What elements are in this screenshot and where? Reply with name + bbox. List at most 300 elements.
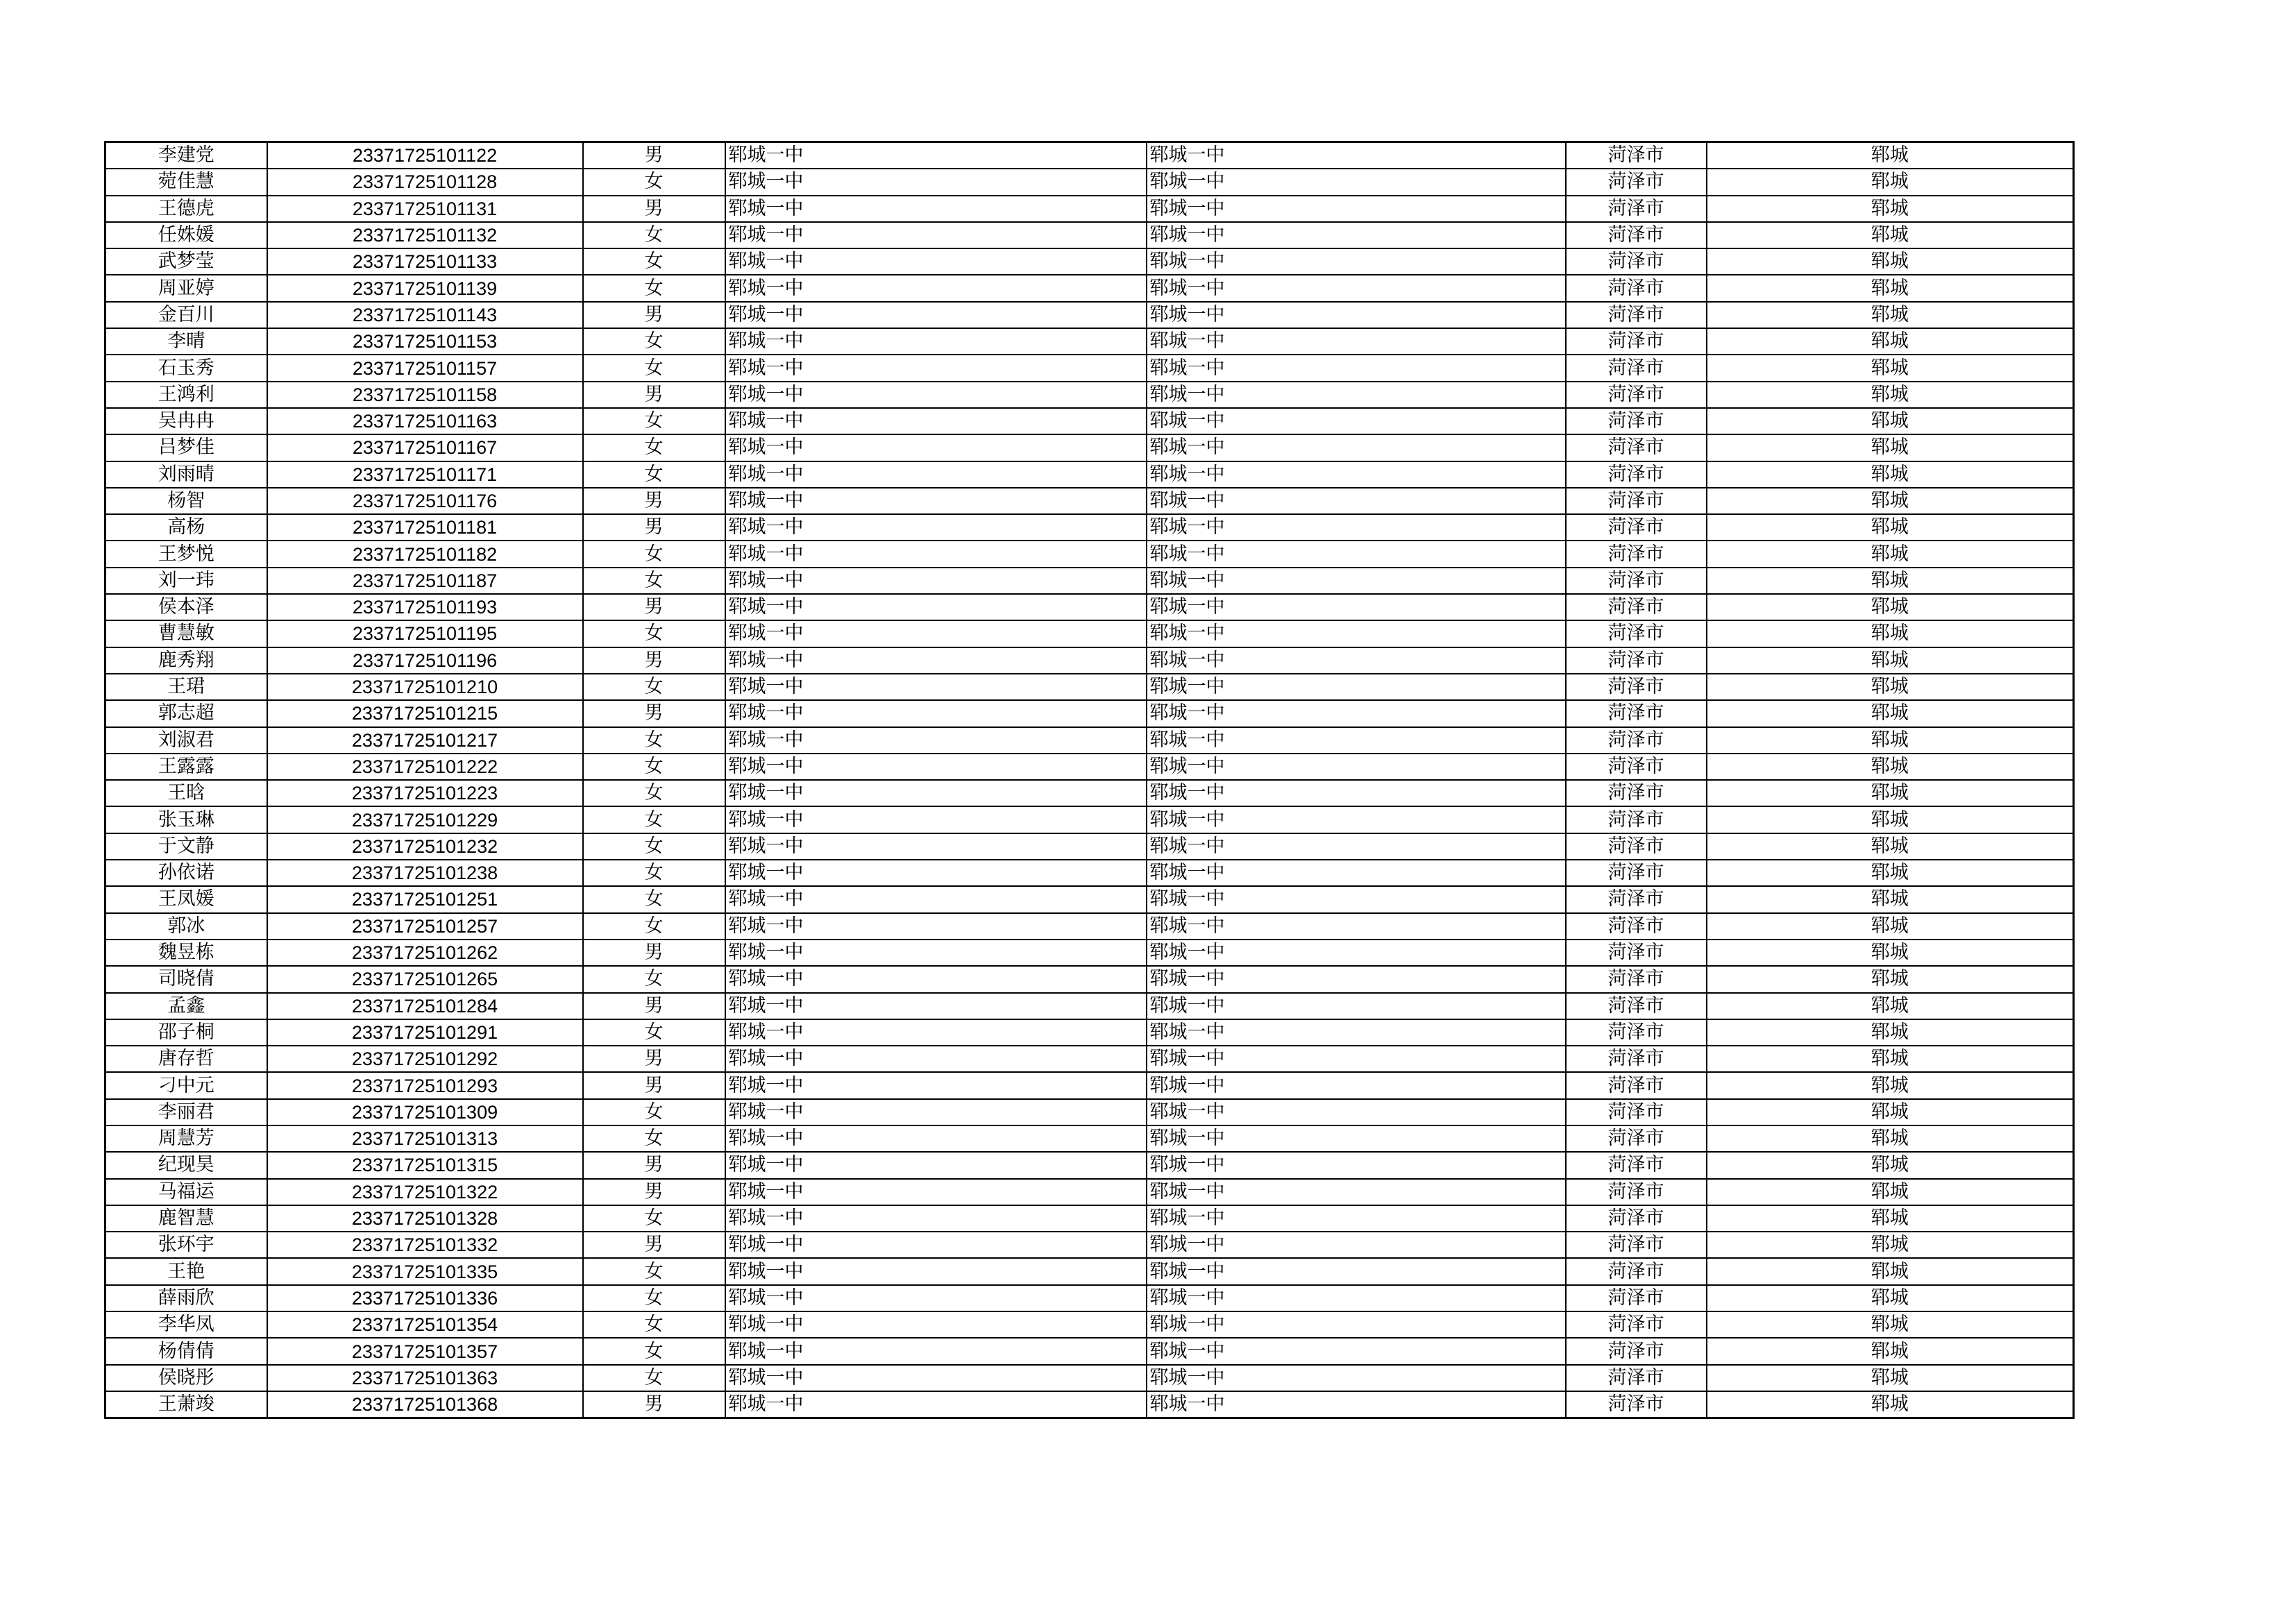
city-cell: 菏泽市 [1566,940,1707,966]
city-cell: 菏泽市 [1566,1311,1707,1338]
table-row [105,1019,2074,1046]
exam-number-cell: 23371725101217 [267,727,583,754]
gender-cell: 女 [583,1099,725,1125]
exam-site-cell: 郓城一中 [1147,594,1566,620]
table-row [105,1205,2074,1232]
exam-site-cell: 郓城一中 [1147,355,1566,381]
county-cell: 郓城 [1707,1285,2074,1311]
county-cell: 郓城 [1707,1391,2074,1418]
student-name-cell: 李晴 [105,328,267,355]
school-cell: 郓城一中 [725,700,1147,726]
exam-site-cell: 郓城一中 [1147,754,1566,780]
school-cell: 郓城一中 [725,913,1147,940]
county-cell: 郓城 [1707,488,2074,514]
county-cell: 郓城 [1707,1179,2074,1205]
student-name-cell: 王露露 [105,754,267,780]
exam-number-cell: 23371725101262 [267,940,583,966]
school-cell: 郓城一中 [725,568,1147,594]
exam-number-cell: 23371725101328 [267,1205,583,1232]
table-row [105,382,2074,408]
table-row [105,780,2074,806]
school-cell: 郓城一中 [725,1179,1147,1205]
table-row [105,142,2074,169]
gender-cell: 男 [583,993,725,1019]
school-cell: 郓城一中 [725,1046,1147,1072]
table-row [105,275,2074,301]
school-cell: 郓城一中 [725,780,1147,806]
school-cell: 郓城一中 [725,488,1147,514]
table-row [105,169,2074,195]
school-cell: 郓城一中 [725,196,1147,222]
exam-site-cell: 郓城一中 [1147,1258,1566,1284]
exam-number-cell: 23371725101187 [267,568,583,594]
student-name-cell: 鹿秀翔 [105,647,267,674]
table-row [105,833,2074,860]
exam-number-cell: 23371725101223 [267,780,583,806]
student-name-cell: 郭志超 [105,700,267,726]
gender-cell: 女 [583,541,725,567]
exam-number-cell: 23371725101193 [267,594,583,620]
exam-number-cell: 23371725101182 [267,541,583,567]
exam-site-cell: 郓城一中 [1147,1232,1566,1258]
student-name-cell: 李丽君 [105,1099,267,1125]
exam-number-cell: 23371725101291 [267,1019,583,1046]
city-cell: 菏泽市 [1566,1099,1707,1125]
exam-site-cell: 郓城一中 [1147,1179,1566,1205]
exam-number-cell: 23371725101293 [267,1072,583,1098]
city-cell: 菏泽市 [1566,1072,1707,1098]
student-name-cell: 魏昱栋 [105,940,267,966]
student-name-cell: 杨智 [105,488,267,514]
gender-cell: 男 [583,302,725,328]
roster-table [104,141,2075,1419]
school-cell: 郓城一中 [725,1285,1147,1311]
school-cell: 郓城一中 [725,382,1147,408]
city-cell: 菏泽市 [1566,966,1707,992]
table-row [105,620,2074,647]
gender-cell: 男 [583,1046,725,1072]
county-cell: 郓城 [1707,514,2074,541]
table-row [105,1125,2074,1152]
gender-cell: 男 [583,647,725,674]
city-cell: 菏泽市 [1566,1258,1707,1284]
county-cell: 郓城 [1707,620,2074,647]
student-name-cell: 王德虎 [105,196,267,222]
student-name-cell: 刘一玮 [105,568,267,594]
exam-number-cell: 23371725101257 [267,913,583,940]
county-cell: 郓城 [1707,196,2074,222]
gender-cell: 男 [583,594,725,620]
school-cell: 郓城一中 [725,1258,1147,1284]
gender-cell: 男 [583,382,725,408]
student-name-cell: 薛雨欣 [105,1285,267,1311]
county-cell: 郓城 [1707,806,2074,833]
exam-site-cell: 郓城一中 [1147,275,1566,301]
roster-body [105,142,2074,1418]
exam-site-cell: 郓城一中 [1147,674,1566,700]
exam-site-cell: 郓城一中 [1147,196,1566,222]
table-row [105,940,2074,966]
exam-site-cell: 郓城一中 [1147,647,1566,674]
city-cell: 菏泽市 [1566,568,1707,594]
exam-number-cell: 23371725101122 [267,142,583,169]
table-row [105,1046,2074,1072]
exam-site-cell: 郓城一中 [1147,514,1566,541]
county-cell: 郓城 [1707,568,2074,594]
exam-site-cell: 郓城一中 [1147,886,1566,912]
exam-site-cell: 郓城一中 [1147,248,1566,275]
county-cell: 郓城 [1707,727,2074,754]
student-name-cell: 周慧芳 [105,1125,267,1152]
table-row [105,1391,2074,1418]
table-row [105,568,2074,594]
county-cell: 郓城 [1707,860,2074,886]
school-cell: 郓城一中 [725,142,1147,169]
student-name-cell: 孟鑫 [105,993,267,1019]
gender-cell: 男 [583,1391,725,1418]
gender-cell: 男 [583,1179,725,1205]
exam-number-cell: 23371725101158 [267,382,583,408]
table-row [105,886,2074,912]
county-cell: 郓城 [1707,1258,2074,1284]
exam-number-cell: 23371725101181 [267,514,583,541]
exam-site-cell: 郓城一中 [1147,408,1566,434]
table-row [105,647,2074,674]
city-cell: 菏泽市 [1566,780,1707,806]
city-cell: 菏泽市 [1566,196,1707,222]
exam-number-cell: 23371725101131 [267,196,583,222]
student-name-cell: 金百川 [105,302,267,328]
student-name-cell: 邵子桐 [105,1019,267,1046]
student-name-cell: 武梦莹 [105,248,267,275]
city-cell: 菏泽市 [1566,1046,1707,1072]
school-cell: 郓城一中 [725,1338,1147,1364]
city-cell: 菏泽市 [1566,1338,1707,1364]
gender-cell: 女 [583,461,725,488]
student-name-cell: 王晗 [105,780,267,806]
student-name-cell: 郭冰 [105,913,267,940]
gender-cell: 男 [583,514,725,541]
student-name-cell: 司晓倩 [105,966,267,992]
student-name-cell: 孙依诺 [105,860,267,886]
student-name-cell: 吴冉冉 [105,408,267,434]
county-cell: 郓城 [1707,169,2074,195]
exam-site-cell: 郓城一中 [1147,434,1566,461]
gender-cell: 女 [583,355,725,381]
student-name-cell: 于文静 [105,833,267,860]
county-cell: 郓城 [1707,700,2074,726]
exam-site-cell: 郓城一中 [1147,222,1566,248]
exam-site-cell: 郓城一中 [1147,913,1566,940]
city-cell: 菏泽市 [1566,488,1707,514]
gender-cell: 女 [583,1205,725,1232]
student-name-cell: 王珺 [105,674,267,700]
school-cell: 郓城一中 [725,355,1147,381]
school-cell: 郓城一中 [725,674,1147,700]
county-cell: 郓城 [1707,1072,2074,1098]
exam-site-cell: 郓城一中 [1147,142,1566,169]
exam-number-cell: 23371725101357 [267,1338,583,1364]
gender-cell: 女 [583,1338,725,1364]
table-row [105,408,2074,434]
exam-site-cell: 郓城一中 [1147,780,1566,806]
county-cell: 郓城 [1707,780,2074,806]
gender-cell: 女 [583,1125,725,1152]
exam-site-cell: 郓城一中 [1147,1365,1566,1391]
exam-number-cell: 23371725101315 [267,1152,583,1178]
table-row [105,355,2074,381]
exam-number-cell: 23371725101363 [267,1365,583,1391]
county-cell: 郓城 [1707,833,2074,860]
city-cell: 菏泽市 [1566,328,1707,355]
student-name-cell: 侯本泽 [105,594,267,620]
exam-number-cell: 23371725101229 [267,806,583,833]
school-cell: 郓城一中 [725,886,1147,912]
table-row [105,248,2074,275]
exam-number-cell: 23371725101196 [267,647,583,674]
school-cell: 郓城一中 [725,806,1147,833]
gender-cell: 男 [583,196,725,222]
county-cell: 郓城 [1707,993,2074,1019]
school-cell: 郓城一中 [725,1099,1147,1125]
gender-cell: 女 [583,913,725,940]
student-name-cell: 李建党 [105,142,267,169]
gender-cell: 女 [583,408,725,434]
gender-cell: 男 [583,1072,725,1098]
school-cell: 郓城一中 [725,248,1147,275]
gender-cell: 男 [583,940,725,966]
student-name-cell: 刘淑君 [105,727,267,754]
student-name-cell: 任姝媛 [105,222,267,248]
school-cell: 郓城一中 [725,966,1147,992]
gender-cell: 女 [583,966,725,992]
table-row [105,1365,2074,1391]
exam-site-cell: 郓城一中 [1147,1152,1566,1178]
exam-site-cell: 郓城一中 [1147,382,1566,408]
school-cell: 郓城一中 [725,727,1147,754]
gender-cell: 女 [583,169,725,195]
exam-number-cell: 23371725101313 [267,1125,583,1152]
gender-cell: 女 [583,780,725,806]
exam-site-cell: 郓城一中 [1147,1099,1566,1125]
school-cell: 郓城一中 [725,620,1147,647]
student-name-cell: 王鸿利 [105,382,267,408]
table-row [105,514,2074,541]
exam-number-cell: 23371725101238 [267,860,583,886]
school-cell: 郓城一中 [725,833,1147,860]
table-row [105,434,2074,461]
city-cell: 菏泽市 [1566,700,1707,726]
exam-site-cell: 郓城一中 [1147,806,1566,833]
county-cell: 郓城 [1707,275,2074,301]
gender-cell: 女 [583,248,725,275]
county-cell: 郓城 [1707,355,2074,381]
table-row [105,1285,2074,1311]
school-cell: 郓城一中 [725,1125,1147,1152]
table-row [105,1232,2074,1258]
school-cell: 郓城一中 [725,275,1147,301]
school-cell: 郓城一中 [725,1205,1147,1232]
exam-number-cell: 23371725101167 [267,434,583,461]
gender-cell: 男 [583,700,725,726]
school-cell: 郓城一中 [725,541,1147,567]
table-row [105,966,2074,992]
gender-cell: 女 [583,886,725,912]
exam-site-cell: 郓城一中 [1147,966,1566,992]
exam-site-cell: 郓城一中 [1147,488,1566,514]
exam-number-cell: 23371725101215 [267,700,583,726]
student-name-cell: 张环宇 [105,1232,267,1258]
school-cell: 郓城一中 [725,860,1147,886]
city-cell: 菏泽市 [1566,1179,1707,1205]
student-name-cell: 王萧竣 [105,1391,267,1418]
exam-number-cell: 23371725101222 [267,754,583,780]
gender-cell: 女 [583,860,725,886]
exam-site-cell: 郓城一中 [1147,620,1566,647]
school-cell: 郓城一中 [725,1391,1147,1418]
gender-cell: 女 [583,568,725,594]
county-cell: 郓城 [1707,248,2074,275]
exam-site-cell: 郓城一中 [1147,1391,1566,1418]
county-cell: 郓城 [1707,1152,2074,1178]
exam-site-cell: 郓城一中 [1147,1072,1566,1098]
exam-site-cell: 郓城一中 [1147,461,1566,488]
table-row [105,860,2074,886]
school-cell: 郓城一中 [725,594,1147,620]
county-cell: 郓城 [1707,1099,2074,1125]
city-cell: 菏泽市 [1566,886,1707,912]
county-cell: 郓城 [1707,647,2074,674]
exam-number-cell: 23371725101163 [267,408,583,434]
city-cell: 菏泽市 [1566,461,1707,488]
gender-cell: 女 [583,806,725,833]
city-cell: 菏泽市 [1566,1125,1707,1152]
school-cell: 郓城一中 [725,408,1147,434]
gender-cell: 女 [583,275,725,301]
exam-number-cell: 23371725101143 [267,302,583,328]
city-cell: 菏泽市 [1566,222,1707,248]
exam-number-cell: 23371725101354 [267,1311,583,1338]
exam-number-cell: 23371725101157 [267,355,583,381]
exam-number-cell: 23371725101284 [267,993,583,1019]
exam-site-cell: 郓城一中 [1147,541,1566,567]
county-cell: 郓城 [1707,594,2074,620]
city-cell: 菏泽市 [1566,993,1707,1019]
table-row [105,674,2074,700]
city-cell: 菏泽市 [1566,674,1707,700]
table-row [105,488,2074,514]
city-cell: 菏泽市 [1566,806,1707,833]
city-cell: 菏泽市 [1566,355,1707,381]
exam-number-cell: 23371725101176 [267,488,583,514]
exam-number-cell: 23371725101232 [267,833,583,860]
student-name-cell: 张玉琳 [105,806,267,833]
table-row [105,913,2074,940]
gender-cell: 女 [583,833,725,860]
gender-cell: 女 [583,434,725,461]
school-cell: 郓城一中 [725,434,1147,461]
exam-site-cell: 郓城一中 [1147,169,1566,195]
student-name-cell: 杨倩倩 [105,1338,267,1364]
student-name-cell: 李华凤 [105,1311,267,1338]
county-cell: 郓城 [1707,408,2074,434]
student-name-cell: 王梦悦 [105,541,267,567]
county-cell: 郓城 [1707,674,2074,700]
gender-cell: 男 [583,142,725,169]
exam-site-cell: 郓城一中 [1147,1125,1566,1152]
county-cell: 郓城 [1707,142,2074,169]
school-cell: 郓城一中 [725,1152,1147,1178]
student-name-cell: 纪现昊 [105,1152,267,1178]
county-cell: 郓城 [1707,966,2074,992]
school-cell: 郓城一中 [725,1365,1147,1391]
city-cell: 菏泽市 [1566,1285,1707,1311]
student-name-cell: 马福运 [105,1179,267,1205]
student-name-cell: 王凤媛 [105,886,267,912]
county-cell: 郓城 [1707,382,2074,408]
table-row [105,302,2074,328]
city-cell: 菏泽市 [1566,382,1707,408]
gender-cell: 男 [583,488,725,514]
student-name-cell: 侯晓彤 [105,1365,267,1391]
table-row [105,1072,2074,1098]
county-cell: 郓城 [1707,1311,2074,1338]
city-cell: 菏泽市 [1566,1205,1707,1232]
student-name-cell: 高杨 [105,514,267,541]
gender-cell: 女 [583,727,725,754]
county-cell: 郓城 [1707,461,2074,488]
gender-cell: 女 [583,222,725,248]
city-cell: 菏泽市 [1566,594,1707,620]
school-cell: 郓城一中 [725,461,1147,488]
gender-cell: 女 [583,1019,725,1046]
exam-number-cell: 23371725101292 [267,1046,583,1072]
table-row [105,594,2074,620]
student-name-cell: 吕梦佳 [105,434,267,461]
gender-cell: 女 [583,1285,725,1311]
exam-site-cell: 郓城一中 [1147,1338,1566,1364]
county-cell: 郓城 [1707,913,2074,940]
table-row [105,196,2074,222]
exam-site-cell: 郓城一中 [1147,727,1566,754]
county-cell: 郓城 [1707,940,2074,966]
table-row [105,806,2074,833]
exam-number-cell: 23371725101128 [267,169,583,195]
gender-cell: 女 [583,1258,725,1284]
school-cell: 郓城一中 [725,169,1147,195]
exam-site-cell: 郓城一中 [1147,1205,1566,1232]
school-cell: 郓城一中 [725,1311,1147,1338]
school-cell: 郓城一中 [725,993,1147,1019]
city-cell: 菏泽市 [1566,302,1707,328]
table-row [105,700,2074,726]
school-cell: 郓城一中 [725,328,1147,355]
exam-number-cell: 23371725101322 [267,1179,583,1205]
exam-number-cell: 23371725101332 [267,1232,583,1258]
student-name-cell: 周亚婷 [105,275,267,301]
student-name-cell: 唐存哲 [105,1046,267,1072]
exam-number-cell: 23371725101139 [267,275,583,301]
table-row [105,1311,2074,1338]
city-cell: 菏泽市 [1566,434,1707,461]
exam-site-cell: 郓城一中 [1147,1019,1566,1046]
school-cell: 郓城一中 [725,1232,1147,1258]
city-cell: 菏泽市 [1566,620,1707,647]
exam-number-cell: 23371725101309 [267,1099,583,1125]
city-cell: 菏泽市 [1566,514,1707,541]
exam-site-cell: 郓城一中 [1147,860,1566,886]
exam-number-cell: 23371725101132 [267,222,583,248]
